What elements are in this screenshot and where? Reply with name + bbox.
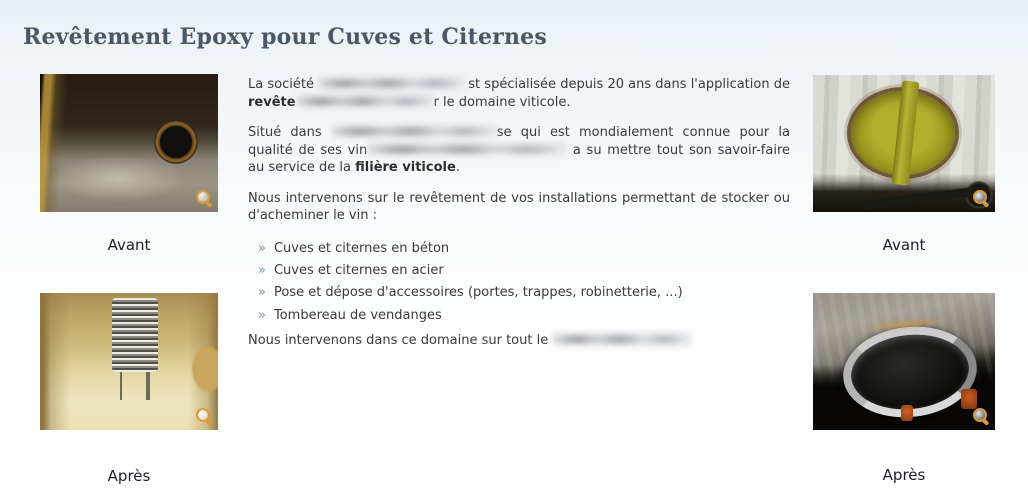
photo-hatch-after[interactable]	[813, 293, 995, 430]
page-title: Revêtement Epoxy pour Cuves et Citernes	[23, 24, 547, 50]
caption-right-after: Après	[882, 466, 926, 484]
valve-art	[901, 405, 913, 421]
bold-text: revête	[248, 94, 296, 110]
list-item-label: Cuves et citernes en acier	[273, 262, 444, 278]
bold-text: filière viticole	[355, 160, 456, 175]
valve-art	[961, 389, 977, 409]
magnifier-zoom-icon[interactable]	[196, 190, 213, 207]
text-segment: Nous intervenons dans ce domaine sur tout le	[248, 333, 553, 349]
text-segment: se qui est mondialement connue pour la qualité de ses vin	[248, 125, 790, 158]
caption-right-before: Avant	[882, 236, 926, 254]
text-segment: Situé dans	[248, 125, 331, 140]
caption-left-after: Après	[107, 467, 151, 485]
text-segment: a su mettre tout son savoir-faire au service de la	[248, 142, 791, 175]
cooling-coil-art	[112, 298, 158, 372]
magnifier-zoom-icon[interactable]	[196, 408, 213, 425]
redacted-region-blur	[552, 333, 692, 346]
services-list	[248, 238, 790, 328]
chevron-bullet-icon: »	[258, 240, 266, 256]
list-item	[258, 238, 790, 260]
magnifier-handle	[982, 418, 990, 426]
redacted-company-name-blur	[318, 77, 464, 90]
magnifier-handle	[205, 200, 213, 208]
intro-paragraph-1	[248, 76, 790, 111]
text-segment: st spécialisée depuis 20 ans dans l'application de	[464, 77, 790, 92]
pipe-art	[863, 185, 989, 209]
caption-left-before: Avant	[107, 236, 151, 254]
redacted-text-blur	[296, 95, 434, 108]
magnifier-zoom-icon[interactable]	[973, 408, 990, 425]
list-item	[258, 260, 790, 282]
intro-paragraph-3: Nous intervenons sur le revêtement de vos installations permettant de stocker ou d'acheminer le vin :	[248, 190, 790, 223]
photo-tank-interior-after[interactable]	[40, 293, 218, 430]
magnifier-handle	[982, 200, 990, 208]
text-segment: .	[455, 160, 460, 175]
closing-paragraph	[248, 332, 790, 350]
text-segment: r le domaine viticole.	[433, 94, 571, 110]
list-item-label: Tombereau de vendanges	[273, 307, 442, 323]
chevron-bullet-icon: »	[258, 307, 266, 323]
intro-paragraph-2	[248, 124, 790, 177]
magnifier-handle	[205, 418, 213, 426]
text-segment: La société	[248, 77, 319, 92]
redacted-company-name-blur	[367, 143, 567, 156]
main-text-column	[248, 76, 790, 363]
coil-legs-art	[120, 372, 150, 400]
magnifier-zoom-icon[interactable]	[973, 190, 990, 207]
photo-hatch-before[interactable]	[813, 75, 995, 212]
chevron-bullet-icon: »	[258, 285, 266, 301]
list-item	[258, 305, 790, 327]
photo-tank-interior-before[interactable]	[40, 74, 218, 212]
redacted-region-blur	[331, 125, 497, 138]
chevron-bullet-icon: »	[258, 262, 266, 278]
list-item-label: Pose et dépose d'accessoires (portes, trappes, robinetterie, ...)	[273, 285, 683, 301]
list-item	[258, 282, 790, 304]
list-item-label: Cuves et citernes en béton	[273, 240, 450, 256]
